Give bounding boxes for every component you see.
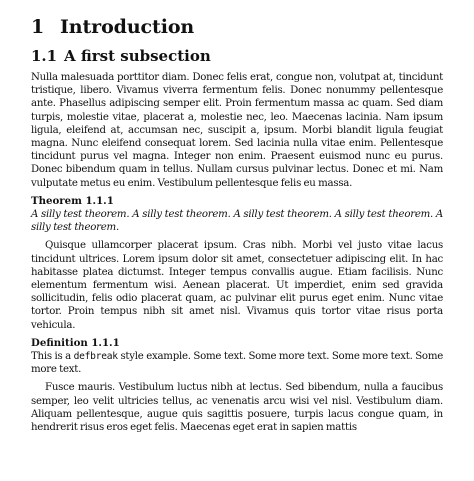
paragraph-1: Nulla malesuada porttitor diam. Donec felis erat, congue non, volutpat at, tincidunt tristique, libero. Vivamus viverra fermentum felis. Donec nonummy pellentesque ante. Phasellus adipiscing semper elit. Proin fermentum massa ac quam. Sed diam turpis, molestie vitae, placerat a, molestie nec, leo. Maecenas lacinia. Nam ipsum ligula, eleifend at, accumsan nec, suscipit a, ipsum. Morbi blandit ligula feugiat magna. Nunc eleifend consequat lorem. Sed lacinia nulla vitae enim. Pellentesque tincidunt purus vel magna. Integer non enim. Praesent euismod nunc eu purus. Donec bibendum quam in tellus. Nullam cursus pulvinar lectus. Donec et mi. Nam vulputate metus eu enim. Vestibulum pellentesque felis eu massa. [31,72,443,189]
definition-text-after: style example. Some text. Some more text. Some more text. Some more text. [31,351,444,376]
section-number: 1 [31,16,45,38]
document-page [31,14,443,434]
theorem-body: A silly test theorem. A silly test theorem. A silly test theorem. A silly test theorem. A silly test theorem. [31,209,443,234]
section-heading [31,14,443,40]
definition-code: defbreak [73,351,118,363]
subsection-heading [31,46,443,66]
section-title: Introduction [60,16,195,38]
subsection-number: 1.1 [31,47,58,65]
subsection-title: A first subsection [64,47,211,65]
paragraph-2: Quisque ullamcorper placerat ipsum. Cras nibh. Morbi vel justo vitae lacus tincidunt ultrices. Lorem ipsum dolor sit amet, consectetuer adipiscing elit. In hac habitasse platea dictumst. Integer tempus convallis augue. Etiam facilisis. Nunc elementum fermentum wisi. Aenean placerat. Ut imperdiet, enim sed gravida sollicitudin, felis odio placerat quam, ac pulvinar elit purus eget enim. Nunc vitae tortor. Proin tempus nibh sit amet nisl. Vivamus quis tortor vitae risus porta vehicula. [31,240,443,331]
theorem-heading: Theorem 1.1.1 [31,194,114,207]
definition-body [31,350,443,376]
definition-heading: Definition 1.1.1 [31,336,120,349]
definition-text-before: This is a [31,351,74,363]
paragraph-3: Fusce mauris. Vestibulum luctus nibh at lectus. Sed bibendum, nulla a faucibus semper, leo velit ultricies tellus, ac venenatis arcu wisi vel nisl. Vestibulum diam. Aliquam pellentesque, augue quis sagittis posuere, turpis lacus congue quam, in hendrerit risus eros eget felis. Maecenas eget erat in sapien mattis [31,382,443,434]
